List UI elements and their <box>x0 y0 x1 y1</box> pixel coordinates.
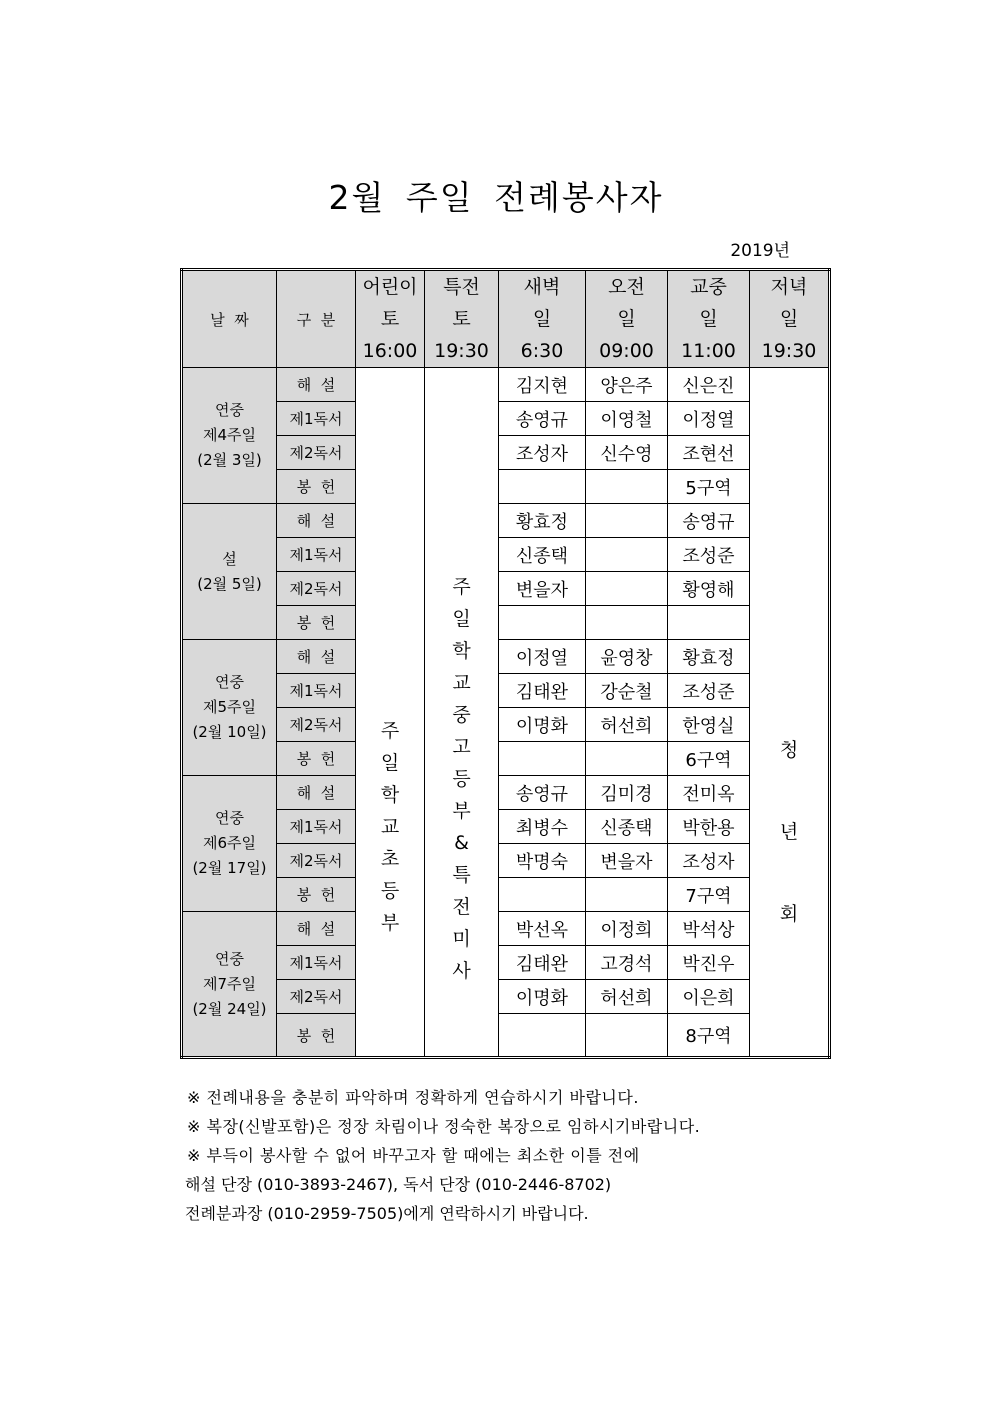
name-cell-main: 조성준 <box>668 538 750 572</box>
table-row <box>182 946 830 980</box>
header-column-line: 새벽 <box>523 276 561 298</box>
name-cell-main: 5구역 <box>668 470 750 504</box>
vertical-char: 학 <box>452 640 471 662</box>
week-date <box>182 504 277 640</box>
header-column-2 <box>499 270 586 368</box>
name-cell-main: 6구역 <box>668 742 750 776</box>
table-row <box>182 980 830 1014</box>
table-row <box>182 810 830 844</box>
name-cell-dawn: 김태완 <box>499 674 586 708</box>
header-column-4 <box>668 270 750 368</box>
vertical-char: 교 <box>380 816 400 838</box>
name-cell-morning: 김미경 <box>586 776 668 810</box>
name-cell-dawn <box>499 470 586 504</box>
role-label: 제2독서 <box>277 708 356 742</box>
header-category: 구 분 <box>277 270 356 368</box>
name-cell-dawn: 조성자 <box>499 436 586 470</box>
role-label: 봉 헌 <box>277 878 356 912</box>
name-cell-morning <box>586 538 668 572</box>
name-cell-morning: 강순철 <box>586 674 668 708</box>
table-row <box>182 402 830 436</box>
name-cell-dawn: 이명화 <box>499 980 586 1014</box>
name-cell-main: 7구역 <box>668 878 750 912</box>
name-cell-main: 이정열 <box>668 402 750 436</box>
name-cell-dawn <box>499 742 586 776</box>
name-cell-dawn: 이명화 <box>499 708 586 742</box>
name-cell-morning: 변을자 <box>586 844 668 878</box>
role-label: 제1독서 <box>277 538 356 572</box>
name-cell-dawn: 김태완 <box>499 946 586 980</box>
vertical-char: 전 <box>452 896 471 918</box>
vertical-char: 주 <box>452 576 471 598</box>
notes <box>185 1083 700 1228</box>
vertical-char: 등 <box>380 880 400 902</box>
week-date-line: (2월 5일) <box>197 574 262 593</box>
name-cell-morning: 신수영 <box>586 436 668 470</box>
name-cell-main: 한영실 <box>668 708 750 742</box>
name-cell-dawn: 변을자 <box>499 572 586 606</box>
vertical-char: 회 <box>779 903 799 925</box>
name-cell-main: 조성자 <box>668 844 750 878</box>
table-row <box>182 640 830 674</box>
name-cell-dawn: 박명숙 <box>499 844 586 878</box>
name-cell-dawn: 신종택 <box>499 538 586 572</box>
table-row <box>182 776 830 810</box>
header-column-line: 일 <box>532 308 552 330</box>
year-label: 2019년 <box>730 241 790 261</box>
name-cell-morning <box>586 1014 668 1058</box>
vertical-char: 청 <box>779 739 799 761</box>
role-label: 봉 헌 <box>277 742 356 776</box>
name-cell-morning <box>586 572 668 606</box>
role-label: 봉 헌 <box>277 470 356 504</box>
header-column-line: 16:00 <box>362 340 418 362</box>
role-label: 해 설 <box>277 368 356 402</box>
table-row <box>182 912 830 946</box>
name-cell-morning: 허선희 <box>586 708 668 742</box>
header-column-5 <box>750 270 830 368</box>
role-label: 제2독서 <box>277 436 356 470</box>
week-date-line: 설 <box>222 549 237 568</box>
header-column-line: 일 <box>699 308 718 330</box>
name-cell-morning <box>586 606 668 640</box>
name-cell-main: 박한용 <box>668 810 750 844</box>
note-line: ※ 복장(신발포함)은 정장 차림이나 정숙한 복장으로 임하시기바랍니다. <box>187 1117 701 1136</box>
week-date-line: 제6주일 <box>202 834 256 852</box>
header-date: 날 짜 <box>182 270 277 368</box>
role-label: 제2독서 <box>277 844 356 878</box>
header-column-line: 저녁 <box>770 276 808 298</box>
name-cell-main: 8구역 <box>668 1014 750 1058</box>
name-cell-dawn: 최병수 <box>499 810 586 844</box>
children-mass-cell <box>356 368 425 1058</box>
role-label: 해 설 <box>277 504 356 538</box>
vertical-char: & <box>454 832 469 854</box>
page-title: 2월 주일 전례봉사자 <box>328 178 664 217</box>
name-cell-morning: 양은주 <box>586 368 668 402</box>
week-date-line: (2월 10일) <box>192 723 267 741</box>
role-label: 봉 헌 <box>277 1014 356 1058</box>
name-cell-morning: 이정희 <box>586 912 668 946</box>
week-date-line: (2월 17일) <box>192 859 267 877</box>
vertical-char: 학 <box>380 784 400 806</box>
name-cell-morning <box>586 470 668 504</box>
vertical-char: 사 <box>452 960 471 982</box>
week-date-line: 제5주일 <box>202 698 256 716</box>
name-cell-dawn <box>499 1014 586 1058</box>
name-cell-main: 송영규 <box>668 504 750 538</box>
evening-mass-cell <box>750 368 830 1058</box>
role-label: 제1독서 <box>277 810 356 844</box>
week-date <box>182 368 277 504</box>
header-column-line: 토 <box>452 308 471 330</box>
header-column-line: 19:30 <box>434 340 489 362</box>
vertical-char: 초 <box>380 848 400 870</box>
role-label: 제1독서 <box>277 402 356 436</box>
vertical-char: 년 <box>779 821 799 843</box>
name-cell-main: 조성준 <box>668 674 750 708</box>
week-date <box>182 776 277 912</box>
role-label: 제1독서 <box>277 674 356 708</box>
name-cell-morning <box>586 504 668 538</box>
name-cell-main: 조현선 <box>668 436 750 470</box>
vertical-char: 특 <box>452 864 471 886</box>
table-row <box>182 606 830 640</box>
role-label: 해 설 <box>277 912 356 946</box>
table-row <box>182 504 830 538</box>
table-row <box>182 844 830 878</box>
name-cell-morning <box>586 742 668 776</box>
vertical-char: 고 <box>452 736 471 758</box>
name-cell-dawn: 박선옥 <box>499 912 586 946</box>
name-cell-dawn <box>499 878 586 912</box>
role-label: 제2독서 <box>277 980 356 1014</box>
header-column-1 <box>425 270 499 368</box>
header-column-line: 교중 <box>690 276 727 298</box>
name-cell-dawn <box>499 606 586 640</box>
week-date-line: 연중 <box>215 949 244 968</box>
name-cell-main: 전미옥 <box>668 776 750 810</box>
vertical-char: 부 <box>452 800 471 822</box>
week-date-line: 제4주일 <box>202 426 256 444</box>
week-date-line: (2월 24일) <box>192 999 267 1018</box>
name-cell-morning: 고경석 <box>586 946 668 980</box>
header-column-line: 19:30 <box>761 340 817 362</box>
week-date-line: 연중 <box>215 809 244 827</box>
name-cell-dawn: 김지현 <box>499 368 586 402</box>
table-row <box>182 708 830 742</box>
name-cell-main: 황영해 <box>668 572 750 606</box>
header-column-0 <box>356 270 425 368</box>
youth-mass-cell <box>425 368 499 1058</box>
vertical-char: 부 <box>380 912 400 934</box>
name-cell-main <box>668 606 750 640</box>
role-label: 제1독서 <box>277 946 356 980</box>
note-line: ※ 부득이 봉사할 수 없어 바꾸고자 할 때에는 최소한 이틀 전에 <box>187 1146 640 1165</box>
header-column-line: 일 <box>617 308 636 330</box>
vertical-char: 미 <box>452 928 471 950</box>
name-cell-morning <box>586 878 668 912</box>
note-line: 전례분과장 (010-2959-7505)에게 연락하시기 바랍니다. <box>185 1204 589 1223</box>
header-column-line: 11:00 <box>681 340 736 362</box>
name-cell-morning: 윤영창 <box>586 640 668 674</box>
vertical-char: 일 <box>452 608 471 630</box>
name-cell-dawn: 이정열 <box>499 640 586 674</box>
name-cell-morning: 허선희 <box>586 980 668 1014</box>
name-cell-main: 신은진 <box>668 368 750 402</box>
name-cell-dawn: 송영규 <box>499 402 586 436</box>
header-column-line: 6:30 <box>520 340 564 362</box>
name-cell-dawn: 송영규 <box>499 776 586 810</box>
note-line: ※ 전례내용을 충분히 파악하며 정확하게 연습하시기 바랍니다. <box>187 1088 639 1107</box>
vertical-char: 교 <box>452 672 471 694</box>
header-column-3 <box>586 270 668 368</box>
week-date-line: 연중 <box>215 401 244 419</box>
schedule-table <box>180 268 831 1059</box>
header-row <box>182 270 830 368</box>
week-date-line: (2월 3일) <box>197 451 262 469</box>
table-row <box>182 538 830 572</box>
header-column-line: 일 <box>779 308 799 330</box>
table-row <box>182 436 830 470</box>
role-label: 해 설 <box>277 776 356 810</box>
name-cell-main: 박석상 <box>668 912 750 946</box>
header-column-line: 특전 <box>443 276 480 298</box>
note-line: 해설 단장 (010-3893-2467), 독서 단장 (010-2446-8702) <box>185 1175 612 1194</box>
role-label: 해 설 <box>277 640 356 674</box>
table-row <box>182 878 830 912</box>
vertical-char: 등 <box>452 768 471 790</box>
name-cell-main: 황효정 <box>668 640 750 674</box>
table-row <box>182 572 830 606</box>
name-cell-main: 이은희 <box>668 980 750 1014</box>
week-date-line: 연중 <box>215 673 244 691</box>
week-date <box>182 912 277 1058</box>
header-column-line: 어린이 <box>362 276 418 298</box>
name-cell-main: 박진우 <box>668 946 750 980</box>
role-label: 봉 헌 <box>277 606 356 640</box>
table-row <box>182 470 830 504</box>
table-row <box>182 742 830 776</box>
header-column-line: 09:00 <box>599 340 654 362</box>
table-row <box>182 674 830 708</box>
name-cell-morning: 신종택 <box>586 810 668 844</box>
table-row <box>182 1014 830 1058</box>
header-column-line: 토 <box>380 308 400 330</box>
header-column-line: 오전 <box>608 276 645 298</box>
vertical-char: 주 <box>380 720 400 742</box>
name-cell-dawn: 황효정 <box>499 504 586 538</box>
vertical-char: 중 <box>452 704 471 726</box>
name-cell-morning: 이영철 <box>586 402 668 436</box>
week-date-line: 제7주일 <box>202 974 256 993</box>
week-date <box>182 640 277 776</box>
table-row <box>182 368 830 402</box>
role-label: 제2독서 <box>277 572 356 606</box>
vertical-char: 일 <box>380 752 400 774</box>
